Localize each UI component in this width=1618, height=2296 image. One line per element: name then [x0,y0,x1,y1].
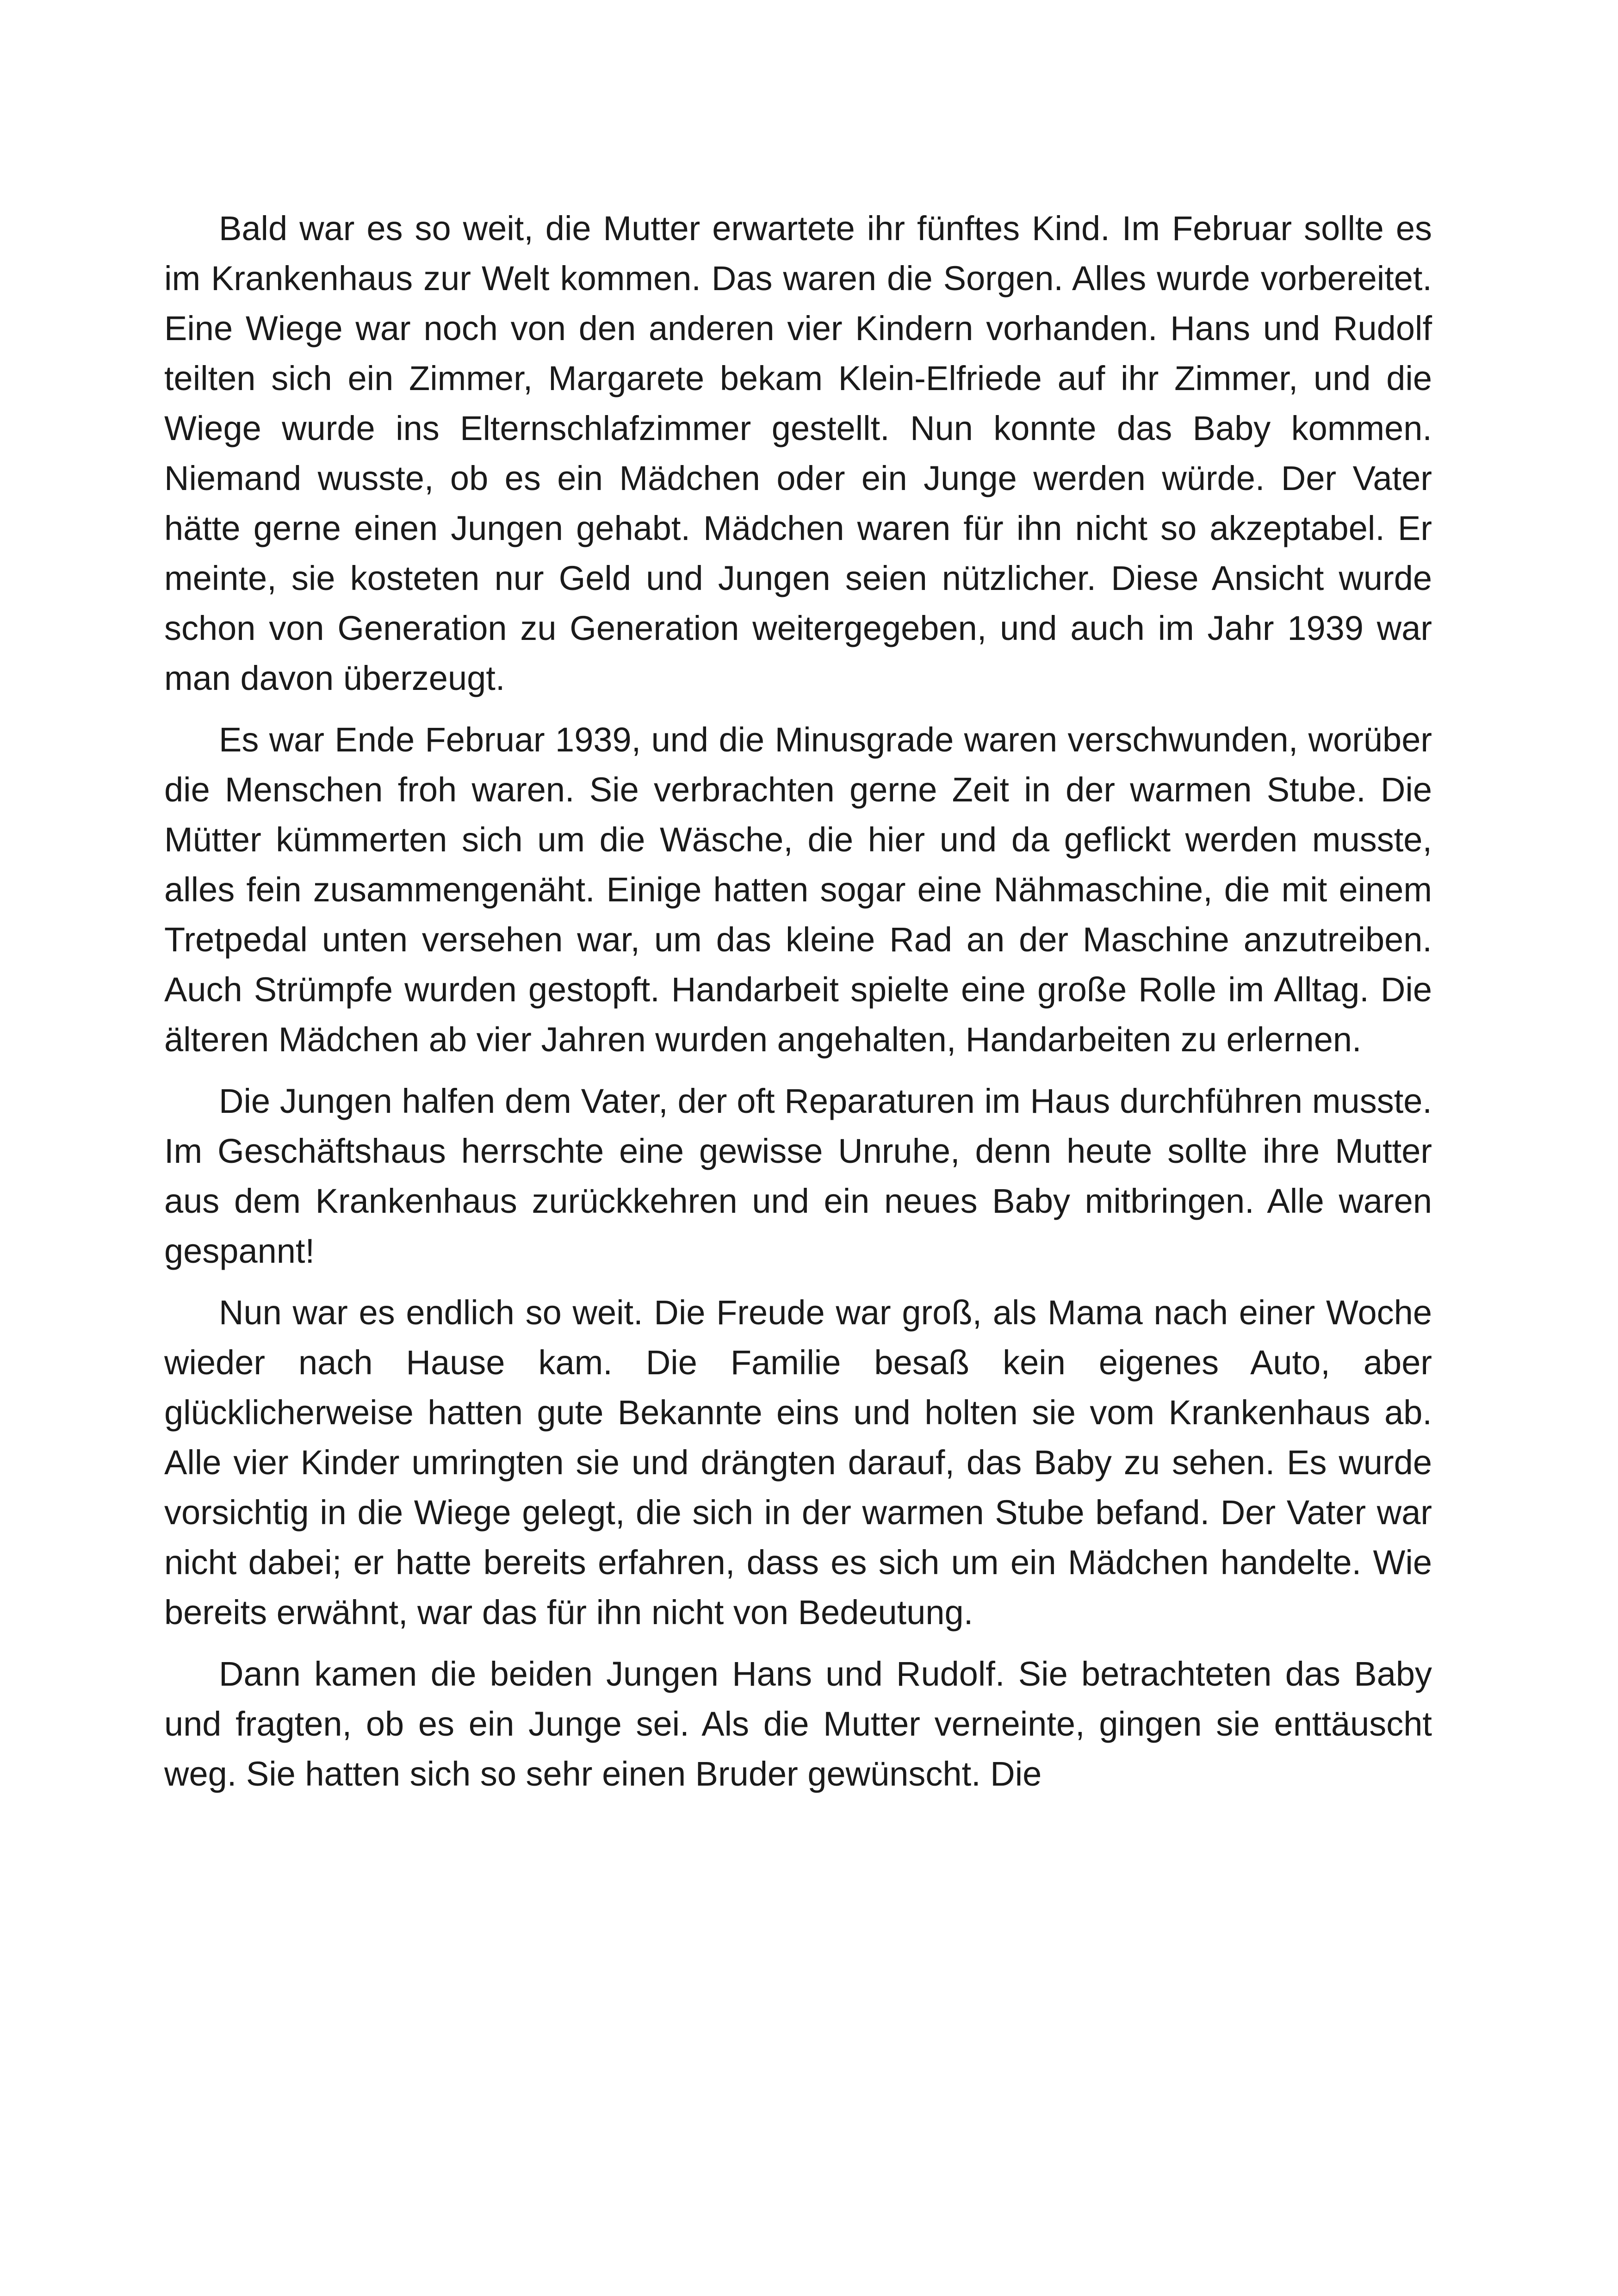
body-text [164,204,1432,1799]
paragraph-3: Die Jungen halfen dem Vater, der oft Reparaturen im Haus durchführen musste. Im Geschäftshaus herrschte eine gewisse Unruhe, denn heute sollte ihre Mutter aus dem Krankenhaus zurückkehren und ein neues Baby mitbringen. Alle waren gespannt! [164,1082,1432,1270]
paragraph-4: Nun war es endlich so weit. Die Freude war groß, als Mama nach einer Woche wieder nach Hause kam. Die Familie besaß kein eigenes Auto, aber glücklicherweise hatten gute Bekannte eins und holten sie vom Krankenhaus ab. Alle vier Kinder umringten sie und drängten darauf, das Baby zu sehen. Es wurde vorsichtig in die Wiege gelegt, die sich in der warmen Stube befand. Der Vater war nicht dabei; er hatte bereits erfahren, dass es sich um ein Mädchen handelte. Wie bereits erwähnt, war das für ihn nicht von Bedeutung. [164,1293,1432,1632]
paragraph-2: Es war Ende Februar 1939, und die Minusgrade waren verschwunden, worüber die Menschen froh waren. Sie verbrachten gerne Zeit in der warmen Stube. Die Mütter kümmerten sich um die Wäsche, die hier und da geflickt werden musste, alles fein zusammengenäht. Einige hatten sogar eine Nähmaschine, die mit einem Tretpedal unten versehen war, um das kleine Rad an der Maschine anzutreiben. Auch Strümpfe wurden gestopft. Handarbeit spielte eine große Rolle im Alltag. Die älteren Mädchen ab vier Jahren wurden angehalten, Handarbeiten zu erlernen. [164,720,1432,1059]
paragraph-1: Bald war es so weit, die Mutter erwartete ihr fünftes Kind. Im Februar sollte es im Krankenhaus zur Welt kommen. Das waren die Sorgen. Alles wurde vorbereitet. Eine Wiege war noch von den anderen vier Kindern vorhanden. Hans und Rudolf teilten sich ein Zimmer, Margarete bekam Klein-Elfriede auf ihr Zimmer, und die Wiege wurde ins Elternschlafzimmer gestellt. Nun konnte das Baby kommen. Niemand wusste, ob es ein Mädchen oder ein Junge werden würde. Der Vater hätte gerne einen Jungen gehabt. Mädchen waren für ihn nicht so akzeptabel. Er meinte, sie kosteten nur Geld und Jungen seien nützlicher. Diese Ansicht wurde schon von Generation zu Generation weitergegeben, und auch im Jahr 1939 war man davon überzeugt. [164,209,1432,697]
paragraph-5: Dann kamen die beiden Jungen Hans und Rudolf. Sie betrachteten das Baby und fragten, ob es ein Junge sei. Als die Mutter verneinte, gingen sie enttäuscht weg. Sie hatten sich so sehr einen Bruder gewünscht. Die [164,1655,1432,1793]
